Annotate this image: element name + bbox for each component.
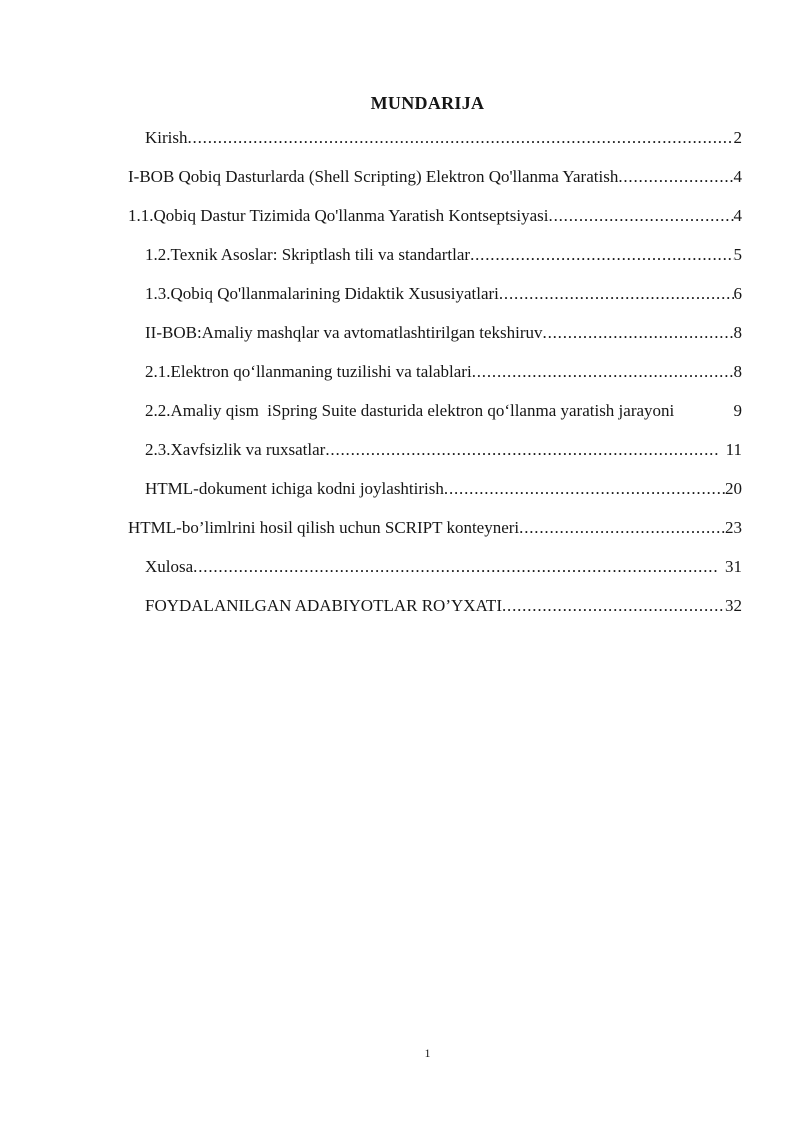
toc-entry-1-2 xyxy=(128,235,742,274)
toc-entry-page: 6 xyxy=(733,284,742,303)
dot-leader xyxy=(193,547,719,586)
dot-leader xyxy=(543,313,734,352)
toc-entry-page: 31 xyxy=(725,557,742,576)
page-title: MUNDARIJA xyxy=(370,93,485,113)
toc-entry-2-2 xyxy=(128,391,742,430)
toc-entry-label: Kirish xyxy=(145,128,188,147)
dot-leader xyxy=(325,430,719,469)
toc-entry-html-bolimlrini xyxy=(128,508,742,547)
toc-entry-page: 20 xyxy=(725,479,742,498)
toc-entry-label: FOYDALANILGAN ADABIYOTLAR RO’YXATI xyxy=(145,596,502,615)
toc-entry-label: I-BOB Qobiq Dasturlarda (Shell Scripting) Elektron Qo'llanma Yaratish xyxy=(128,167,619,186)
toc-entry-1-3 xyxy=(128,274,742,313)
toc-entry-i-bob xyxy=(128,157,742,196)
toc-entry-kirish xyxy=(128,118,742,157)
toc-entry-page: 32 xyxy=(725,596,742,615)
toc-entry-label: 1.1.Qobiq Dastur Tizimida Qo'llanma Yaratish Kontseptsiyasi xyxy=(128,206,549,225)
toc-entry-label: Xulosa xyxy=(145,557,194,576)
toc-entry-page: 8 xyxy=(733,362,742,381)
toc-entry-1-1 xyxy=(128,196,742,235)
toc-entry-label: 2.3.Xavfsizlik va ruxsatlar xyxy=(145,440,326,459)
toc-entry-label: 1.3.Qobiq Qo'llanmalarining Didaktik Xususiyatlari xyxy=(145,284,499,303)
toc-entry-page: 2 xyxy=(733,128,742,147)
toc-entry-html-dokument xyxy=(128,469,742,508)
toc-entry-2-1 xyxy=(128,352,742,391)
toc-entry-page: 23 xyxy=(725,518,742,537)
toc-entry-page: 11 xyxy=(725,440,742,459)
toc-entry-page: 8 xyxy=(733,323,742,342)
dot-leader xyxy=(444,469,725,508)
toc-entry-page: 4 xyxy=(733,206,742,225)
toc-entry-label: 1.2.Texnik Asoslar: Skriptlash tili va standartlar xyxy=(145,245,471,264)
toc-entry-page: 5 xyxy=(733,245,742,264)
table-of-contents xyxy=(128,118,742,625)
toc-entry-page: 9 xyxy=(733,401,742,420)
toc-entry-label: HTML-bo’limlrini hosil qilish uchun SCRIPT konteyneri xyxy=(128,518,520,537)
toc-entry-label: 2.2.Amaliy qism iSpring Suite dasturida elektron qoʻllanma yaratish jarayoni xyxy=(145,401,675,420)
dot-leader xyxy=(618,157,733,196)
footer-page-number: 1 xyxy=(424,1046,431,1060)
dot-leader xyxy=(519,508,725,547)
toc-entry-2-3 xyxy=(128,430,742,469)
dot-leader xyxy=(549,196,734,235)
toc-entry-label: 2.1.Elektron qoʻllanmaning tuzilishi va talablari xyxy=(145,362,472,381)
dot-leader xyxy=(188,118,734,157)
toc-entry-xulosa xyxy=(128,547,742,586)
dot-leader xyxy=(499,274,734,313)
toc-entry-ii-bob xyxy=(128,313,742,352)
toc-entry-label: HTML-dokument ichiga kodni joylashtirish xyxy=(145,479,444,498)
toc-entry-page: 4 xyxy=(733,167,742,186)
toc-entry-label: II-BOB:Amaliy mashqlar va avtomatlashtirilgan tekshiruv xyxy=(145,323,543,342)
dot-leader xyxy=(470,235,733,274)
dot-leader xyxy=(502,586,725,625)
toc-entry-adabiyotlar xyxy=(128,586,742,625)
dot-leader xyxy=(472,352,734,391)
